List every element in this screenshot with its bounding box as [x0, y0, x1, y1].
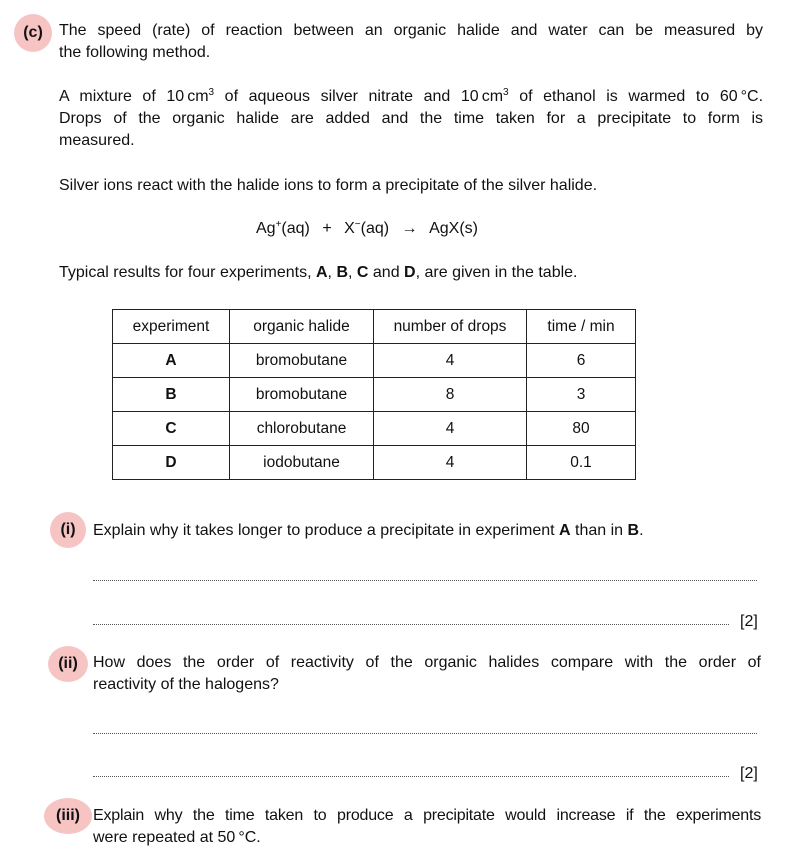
- answer-line-ii-1[interactable]: [93, 733, 757, 734]
- results-end: , are given in the table.: [415, 264, 578, 281]
- eq-silver-state: (aq): [281, 220, 310, 237]
- table-row: [113, 344, 636, 378]
- temperature-unit: °C.: [740, 88, 764, 105]
- cell-organic-halide: chlorobutane: [230, 412, 374, 446]
- question-i-label: (i): [50, 512, 86, 548]
- results-and: and: [368, 264, 405, 281]
- cell-organic-halide: bromobutane: [230, 344, 374, 378]
- header-number-of-drops: number of drops: [374, 310, 527, 344]
- table-row: [113, 412, 636, 446]
- q1-exp-b: B: [627, 522, 640, 539]
- marks-i: [2]: [740, 613, 758, 630]
- cell-time: 80: [527, 412, 636, 446]
- cell-experiment: A: [113, 344, 230, 378]
- eq-silver-charge: +: [275, 219, 282, 230]
- cell-organic-halide: bromobutane: [230, 378, 374, 412]
- method-text-b: of aqueous silver nitrate and 10: [214, 88, 479, 105]
- intro-line-2: the following method.: [59, 44, 211, 61]
- results-exp-d: D: [404, 264, 416, 281]
- cell-number-of-drops: 4: [374, 446, 527, 480]
- q1-text-end: .: [639, 522, 644, 539]
- eq-product: AgX(s): [429, 220, 479, 237]
- method-text-c: of ethanol is warmed to 60: [508, 88, 738, 105]
- q2-line-1: How does the order of reactivity of the organic halides compare with the order of: [93, 654, 761, 671]
- method-line-2: Drops of the organic halide are added and the time taken for a precipitate to form is: [59, 110, 763, 127]
- results-exp-a: A: [315, 264, 328, 281]
- results-table: [112, 309, 636, 480]
- cell-time: 3: [527, 378, 636, 412]
- q1-text-mid: than in: [570, 522, 628, 539]
- method-paragraph: [59, 86, 763, 152]
- results-exp-b: B: [336, 264, 348, 281]
- results-text: [59, 262, 763, 284]
- header-experiment: experiment: [113, 310, 230, 344]
- volume-unit-1: cm: [187, 88, 209, 105]
- q3-line-2: [93, 827, 761, 849]
- eq-halide-charge: −: [354, 219, 361, 230]
- part-c-label: (c): [14, 14, 52, 52]
- silver-ions-text: Silver ions react with the halide ions to form a precipitate of the silver halide.: [59, 177, 598, 194]
- cell-organic-halide: iodobutane: [230, 446, 374, 480]
- cell-experiment: D: [113, 446, 230, 480]
- volume-exp-2: 3: [503, 87, 509, 98]
- question-ii-text: [93, 652, 761, 696]
- answer-line-i-2[interactable]: [93, 624, 729, 625]
- answer-line-ii-2[interactable]: [93, 776, 729, 777]
- volume-unit-2: cm: [481, 88, 504, 105]
- intro-paragraph: [59, 20, 763, 64]
- eq-halide-state: (aq): [360, 220, 390, 237]
- question-iii-label: (iii): [44, 798, 92, 834]
- results-exp-c: C: [356, 264, 369, 281]
- method-line-3: measured.: [59, 132, 135, 149]
- method-line-1: [59, 86, 763, 108]
- question-i-text: [93, 520, 753, 542]
- question-iii-text: [93, 805, 761, 849]
- table-row: [113, 378, 636, 412]
- cell-experiment: B: [113, 378, 230, 412]
- results-sep-1: ,: [327, 264, 337, 281]
- cell-time: 6: [527, 344, 636, 378]
- method-text-a: A mixture of 10: [59, 88, 185, 105]
- header-time: time / min: [527, 310, 636, 344]
- reaction-equation: [256, 218, 478, 240]
- intro-line-1: The speed (rate) of reaction between an organic halide and water can be measured by: [59, 22, 763, 39]
- cell-number-of-drops: 4: [374, 344, 527, 378]
- cell-experiment: C: [113, 412, 230, 446]
- results-sep-2: ,: [348, 264, 357, 281]
- answer-line-i-1[interactable]: [93, 580, 757, 581]
- eq-arrow: →: [401, 220, 418, 237]
- q3-line-1: Explain why the time taken to produce a precipitate would increase if the experiments: [93, 807, 761, 824]
- header-organic-halide: organic halide: [230, 310, 374, 344]
- cell-number-of-drops: 8: [374, 378, 527, 412]
- table-row: [113, 446, 636, 480]
- q3-temp-unit: °C.: [238, 829, 261, 846]
- cell-number-of-drops: 4: [374, 412, 527, 446]
- eq-silver-ion: Ag: [256, 220, 276, 237]
- cell-time: 0.1: [527, 446, 636, 480]
- q2-line-2: reactivity of the halogens?: [93, 676, 279, 693]
- q1-text-a: Explain why it takes longer to produce a precipitate in experiment: [93, 522, 560, 539]
- q1-exp-a: A: [559, 522, 571, 539]
- results-text-a: Typical results for four experiments,: [59, 264, 316, 281]
- question-ii-label: (ii): [48, 646, 88, 682]
- table-header-row: [113, 310, 636, 344]
- marks-ii: [2]: [740, 765, 758, 782]
- volume-exp-1: 3: [208, 87, 215, 98]
- eq-plus: +: [322, 220, 332, 237]
- q3-line-2-text: were repeated at 50: [93, 829, 236, 846]
- eq-halide-ion: X: [344, 220, 355, 237]
